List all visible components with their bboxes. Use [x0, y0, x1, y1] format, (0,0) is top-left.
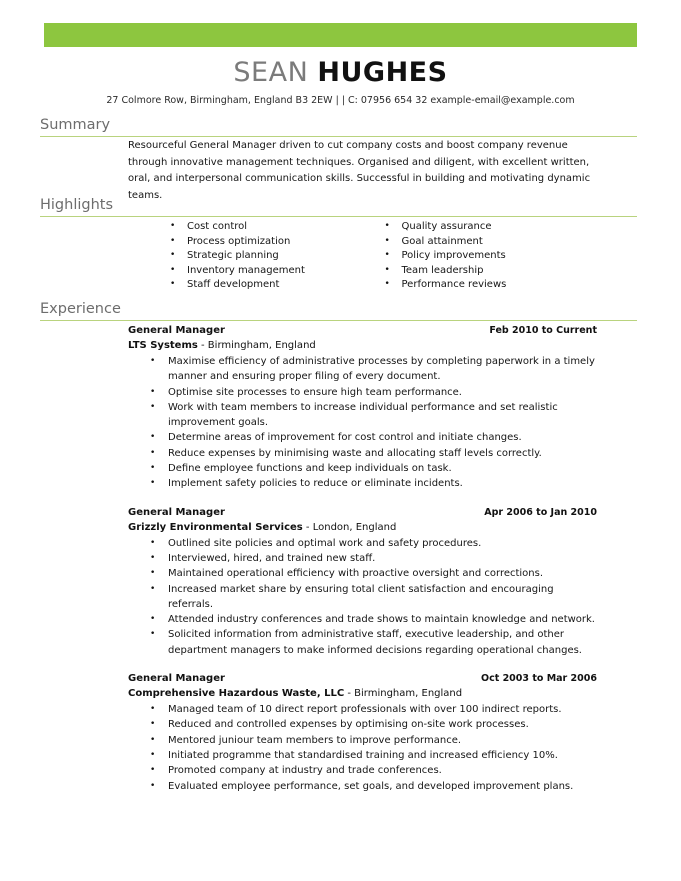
- header-accent-bar: [44, 23, 637, 47]
- experience-entry: [128, 671, 597, 794]
- contact-line: 27 Colmore Row, Birmingham, England B3 2EW | | C: 07956 654 32 example-email@example.com: [106, 95, 575, 106]
- experience-body: [128, 323, 597, 794]
- job-bullet: • Define employee functions and keep individuals on task.: [128, 461, 597, 476]
- job-bullet: • Reduced and controlled expenses by optimising on-site work processes.: [128, 717, 597, 732]
- last-name: HUGHES: [317, 57, 448, 88]
- highlights-body: [128, 220, 597, 293]
- job-location: - London, England: [302, 521, 397, 533]
- section-highlights: [40, 197, 637, 217]
- job-title: General Manager: [128, 506, 225, 518]
- highlight-item: • Process optimization: [160, 235, 363, 250]
- job-bullet-list: [128, 702, 597, 794]
- job-company-name: LTS Systems: [128, 340, 198, 351]
- job-bullet: • Evaluated employee performance, set goals, and developed improvement plans.: [128, 779, 597, 794]
- highlight-item: • Strategic planning: [160, 249, 363, 264]
- job-bullet: • Implement safety policies to reduce or eliminate incidents.: [128, 476, 597, 491]
- job-title: General Manager: [128, 673, 225, 685]
- highlight-item: • Goal attainment: [375, 235, 598, 250]
- section-experience: [40, 301, 637, 321]
- job-bullet: • Increased market share by ensuring total client satisfaction and encouraging referrals.: [128, 582, 597, 613]
- job-bullet: • Maintained operational efficiency with proactive oversight and corrections.: [128, 566, 597, 581]
- experience-entry: [128, 505, 597, 658]
- job-company-name: Comprehensive Hazardous Waste, LLC: [128, 688, 345, 700]
- job-bullet: • Determine areas of improvement for cost control and initiate changes.: [128, 430, 597, 445]
- highlight-item: • Policy improvements: [375, 249, 598, 264]
- job-location: - Birmingham, England: [344, 688, 463, 700]
- section-heading-highlights: Highlights: [40, 197, 114, 213]
- highlight-item: • Inventory management: [160, 264, 363, 279]
- job-bullet: • Attended industry conferences and trade shows to maintain knowledge and network.: [128, 612, 597, 627]
- highlight-item: • Cost control: [160, 220, 363, 235]
- job-bullet: • Maximise efficiency of administrative processes by completing paperwork in a timely manner and ensuring proper filing of every document.: [128, 354, 597, 385]
- summary-text: Resourceful General Manager driven to cut company costs and boost company revenue through innovative management techniques. Organised and diligent, with excellent written, oral, and interpersonal communication skills. Successful in building and motivating dynamic teams.: [128, 140, 591, 201]
- job-dates: Feb 2010 to Current: [489, 325, 597, 336]
- job-company-line: [128, 338, 597, 353]
- job-bullet-list: [128, 354, 597, 492]
- job-bullet-list: [128, 536, 597, 658]
- job-bullet: • Work with team members to increase individual performance and set realistic improvement goals.: [128, 400, 597, 431]
- job-bullet: • Reduce expenses by minimising waste and allocating staff levels correctly.: [128, 446, 597, 461]
- highlight-item: • Performance reviews: [375, 278, 598, 293]
- section-heading-summary: Summary: [40, 117, 111, 133]
- experience-entry-header: [128, 671, 597, 686]
- job-bullet: • Mentored juniour team members to improve performance.: [128, 733, 597, 748]
- section-heading-experience: Experience: [40, 301, 121, 317]
- job-company-name: Grizzly Environmental Services: [128, 521, 303, 533]
- job-location: - Birmingham, England: [197, 340, 316, 351]
- section-summary: [40, 117, 637, 137]
- experience-entry: [128, 323, 597, 492]
- job-bullet: • Managed team of 10 direct report professionals with over 100 indirect reports.: [128, 702, 597, 717]
- highlights-column-right: [363, 220, 598, 293]
- job-bullet: • Interviewed, hired, and trained new staff.: [128, 551, 597, 566]
- job-title: General Manager: [128, 325, 225, 336]
- highlight-item: • Team leadership: [375, 264, 598, 279]
- experience-entry-header: [128, 505, 597, 520]
- job-bullet: • Outlined site policies and optimal work and safety procedures.: [128, 536, 597, 551]
- section-rule-highlights: [40, 216, 637, 217]
- first-name: SEAN: [233, 57, 309, 88]
- section-rule-summary: [40, 136, 637, 137]
- candidate-name: [0, 57, 681, 89]
- highlight-item: • Quality assurance: [375, 220, 598, 235]
- job-dates: Apr 2006 to Jan 2010: [484, 506, 597, 518]
- section-rule-experience: [40, 320, 637, 321]
- job-company-line: [128, 686, 597, 701]
- job-dates: Oct 2003 to Mar 2006: [481, 673, 597, 685]
- job-bullet: • Promoted company at industry and trade conferences.: [128, 763, 597, 778]
- highlights-column-left: [128, 220, 363, 293]
- job-bullet: • Optimise site processes to ensure high team performance.: [128, 385, 597, 400]
- experience-entry-header: [128, 323, 597, 338]
- job-bullet: • Solicited information from administrative staff, executive leadership, and other department managers to make informed decisions regarding operational changes.: [128, 627, 597, 658]
- highlight-item: • Staff development: [160, 278, 363, 293]
- job-bullet: • Initiated programme that standardised training and increased efficiency 10%.: [128, 748, 597, 763]
- summary-body: [128, 138, 597, 204]
- job-company-line: [128, 520, 597, 535]
